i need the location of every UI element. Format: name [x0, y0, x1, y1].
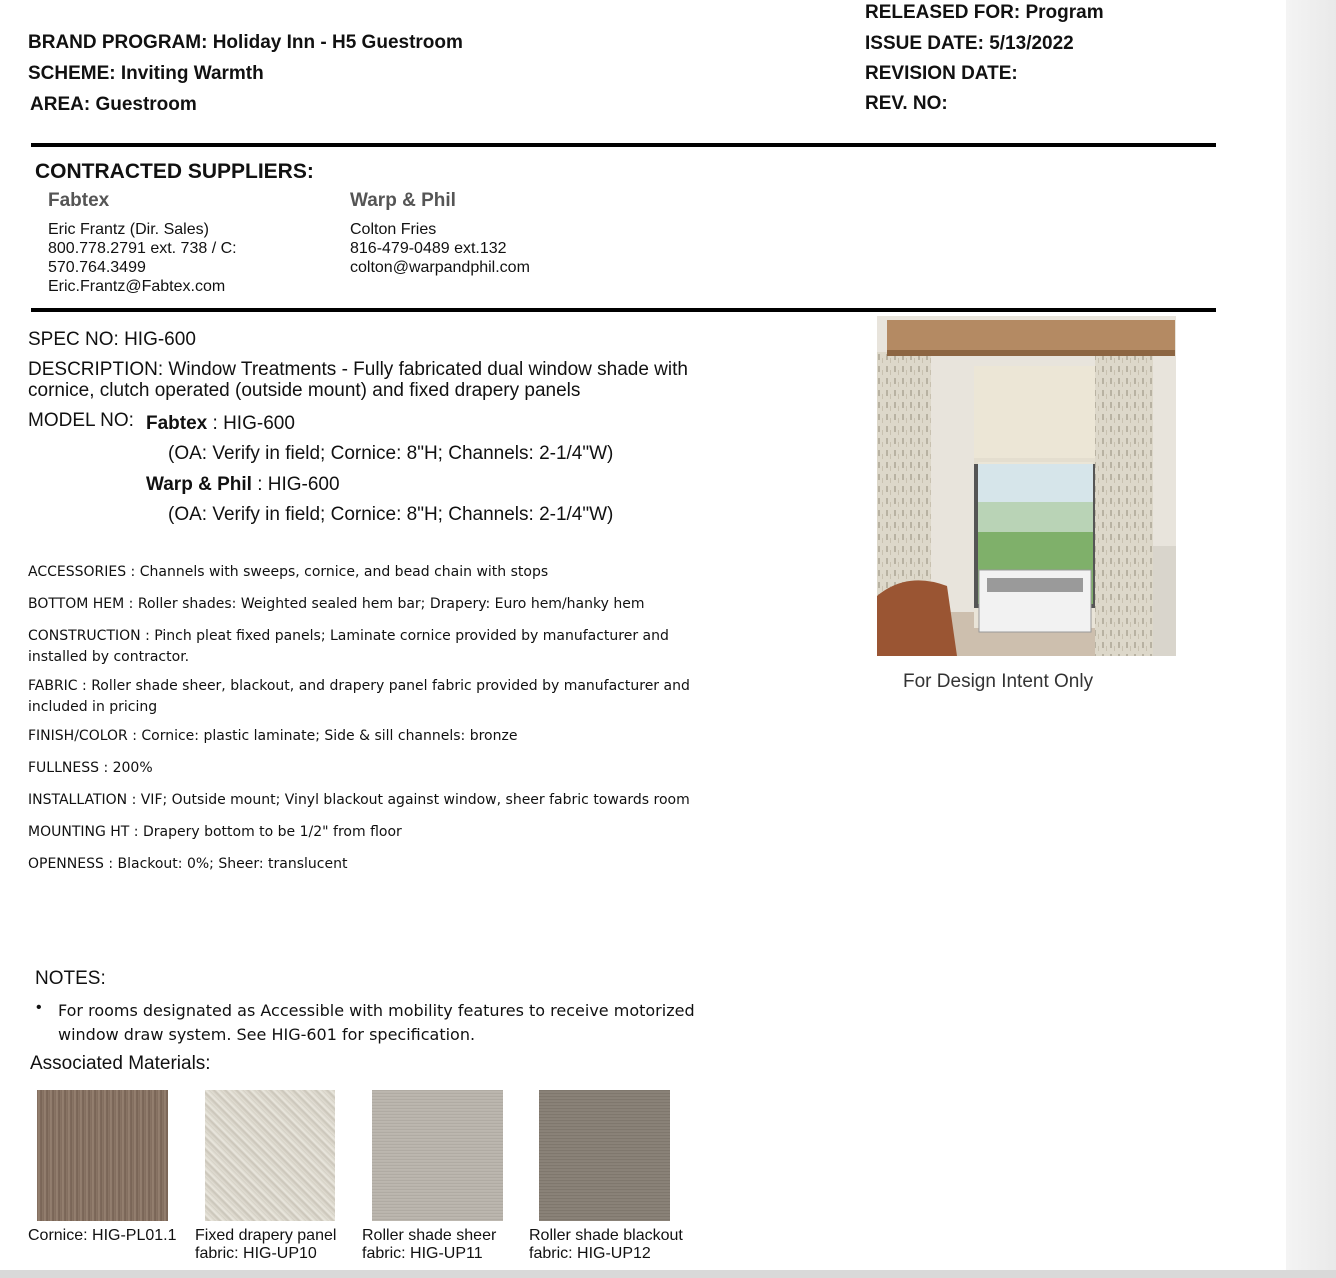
model-number: : HIG-600 [207, 413, 295, 434]
viewer-bottom-margin [0, 1270, 1336, 1278]
model-detail: (OA: Verify in field; Cornice: 8"H; Channels: 2-1/4"W) [168, 504, 614, 525]
supplier-name: Fabtex [48, 190, 110, 211]
attr-mounting-ht: MOUNTING HT : Drapery bottom to be 1/2" from floor [28, 824, 402, 840]
supplier-contact: Colton Fries [350, 221, 437, 238]
issue-date: ISSUE DATE: 5/13/2022 [865, 33, 1074, 54]
swatch-cornice [37, 1090, 168, 1221]
area: AREA: Guestroom [30, 94, 197, 115]
attr-installation: INSTALLATION : VIF; Outside mount; Vinyl blackout against window, sheer fabric towards room [28, 792, 690, 808]
attr-finish-color: FINISH/COLOR : Cornice: plastic laminate; Side & sill channels: bronze [28, 728, 518, 744]
viewer-side-margin [1286, 0, 1336, 1278]
supplier-fabtex [48, 190, 308, 296]
supplier-phone: 800.778.2791 ext. 738 / C: 570.764.3499 [48, 240, 237, 276]
materials-title: Associated Materials: [30, 1053, 211, 1074]
revision-date: REVISION DATE: [865, 63, 1018, 84]
brand-program: BRAND PROGRAM: Holiday Inn - H5 Guestroom [28, 32, 463, 53]
model-fabtex [146, 413, 295, 435]
model-warp-phil [146, 474, 340, 496]
attr-accessories: ACCESSORIES : Channels with sweeps, cornice, and bead chain with stops [28, 564, 549, 580]
description: DESCRIPTION: Window Treatments - Fully fabricated dual window shade with cornice, clutch operated (outside mount) and fixed drapery panels [28, 359, 688, 401]
supplier-name: Warp & Phil [350, 190, 456, 211]
suppliers-title: CONTRACTED SUPPLIERS: [35, 160, 314, 183]
material-caption: Roller shade sheer fabric: HIG-UP11 [362, 1227, 497, 1262]
supplier-phone: 816-479-0489 ext.132 [350, 240, 507, 257]
rev-no: REV. NO: [865, 93, 948, 114]
released-for: RELEASED FOR: Program [865, 2, 1104, 23]
attr-openness: OPENNESS : Blackout: 0%; Sheer: translucent [28, 856, 348, 872]
scheme: SCHEME: Inviting Warmth [28, 63, 264, 84]
supplier-warp-phil [350, 190, 650, 277]
supplier-contact: Eric Frantz (Dir. Sales) [48, 221, 209, 238]
model-number: : HIG-600 [251, 474, 340, 495]
header-divider [31, 143, 1216, 147]
image-caption: For Design Intent Only [903, 671, 1094, 692]
swatch-sheer-fabric [372, 1090, 503, 1221]
swatch-drapery-fabric [205, 1090, 335, 1221]
notes-title: NOTES: [35, 968, 106, 989]
model-detail: (OA: Verify in field; Cornice: 8"H; Channels: 2-1/4"W) [168, 443, 614, 464]
model-supplier: Warp & Phil [146, 474, 252, 495]
material-caption: Fixed drapery panel fabric: HIG-UP10 [195, 1227, 337, 1262]
bullet: • [36, 999, 42, 1016]
attr-fullness: FULLNESS : 200% [28, 760, 153, 776]
material-caption: Roller shade blackout fabric: HIG-UP12 [529, 1227, 683, 1262]
supplier-email: colton@warpandphil.com [350, 259, 530, 276]
supplier-email: Eric.Frantz@Fabtex.com [48, 278, 226, 295]
model-supplier: Fabtex [146, 413, 208, 434]
suppliers-divider [31, 308, 1216, 312]
swatch-blackout-fabric [539, 1090, 670, 1221]
spec-no: SPEC NO: HIG-600 [28, 329, 196, 350]
attr-fabric: FABRIC : Roller shade sheer, blackout, and drapery panel fabric provided by manufacturer and included in pricing [28, 678, 690, 715]
material-caption: Cornice: HIG-PL01.1 [28, 1227, 177, 1244]
note-item: For rooms designated as Accessible with mobility features to receive motorized window draw system. See HIG-601 for specification. [58, 1001, 695, 1044]
model-no-label: MODEL NO: [28, 410, 134, 431]
attr-construction: CONSTRUCTION : Pinch pleat fixed panels; Laminate cornice provided by manufacturer and installed by contractor. [28, 628, 669, 665]
attr-bottom-hem: BOTTOM HEM : Roller shades: Weighted sealed hem bar; Drapery: Euro hem/hanky hem [28, 596, 645, 612]
product-image [877, 316, 1176, 656]
